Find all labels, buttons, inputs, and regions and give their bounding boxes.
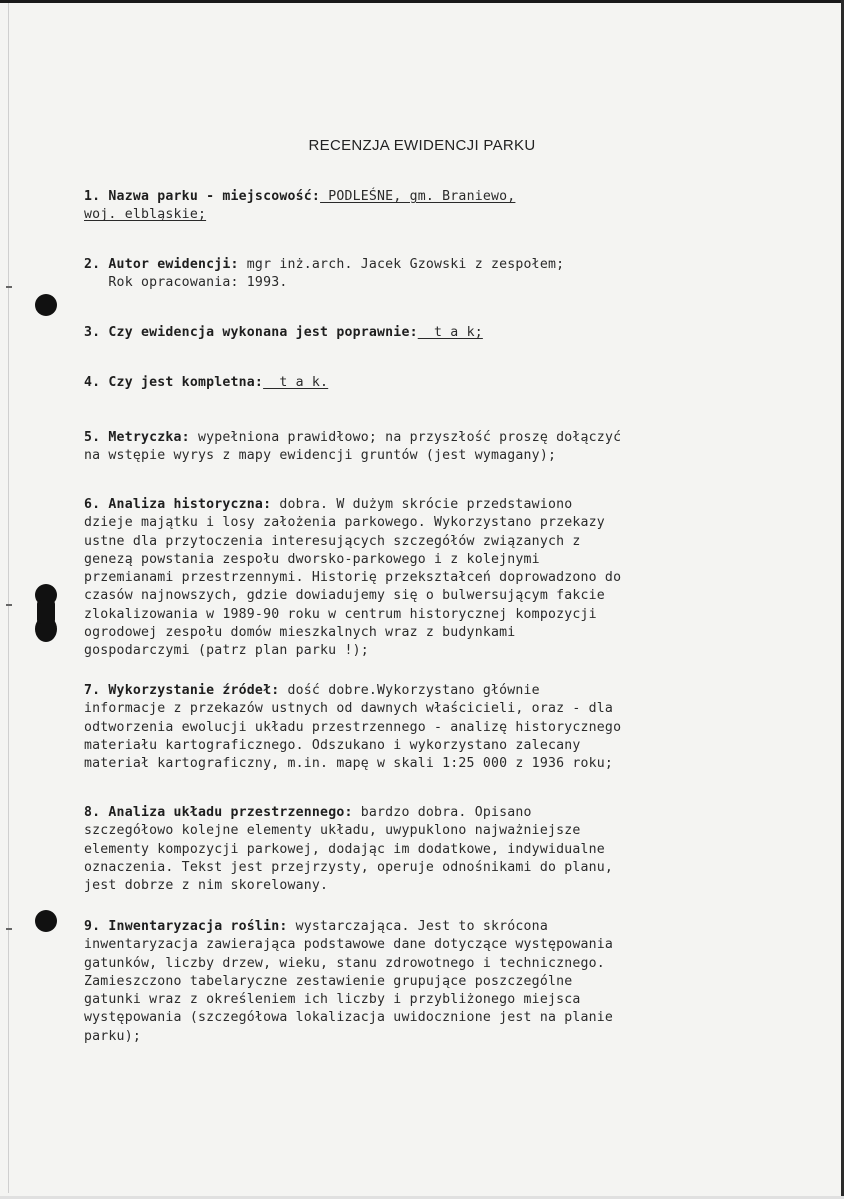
section-8-spatial-analysis: 8. Analiza układu przestrzennego: bardzo dobra. Opisano szczegółowo kolejne elementy układu, uwypuklono najważniejsze elementy kompozycji parkowej, dodając im dodatkowe, indywidualne oznaczenia. Tekst jest przejrzysty, operuje odnośnikami do planu, jest dobrze z nim skorelowany. [84, 805, 614, 894]
section-4-completeness: 4. Czy jest kompletna: t a k. [84, 375, 329, 390]
section-5-metryczka: 5. Metryczka: wypełniona prawidłowo; na przyszłość proszę dołączyć na wstępie wyrys z mapy ewidencji gruntów (jest wymagany); [84, 430, 622, 464]
margin-tick [6, 928, 12, 930]
section-9-plant-inventory: 9. Inwentaryzacja roślin: wystarczająca. Jest to skrócona inwentaryzacja zawierająca podstawowe dane dotyczące występowania gatunków, liczby drzew, wieku, stanu zdrowotnego i technicznego. Zamieszczono tabelaryczne zestawienie grupujące poszczególne gatunki wraz z określeniem ich liczby i przybliżonego miejsca występowania (szczegółowa lokalizacja uwidocznione jest na planie parku); [84, 919, 614, 1044]
page-left-edge [8, 3, 9, 1193]
section-6-historical-analysis: 6. Analiza historyczna: dobra. W dużym skrócie przedstawiono dzieje majątku i losy założenia parkowego. Wykorzystano przekazy ustne dla przytoczenia interesujących szczegółów związanych z genezą powstania zespołu dworsko-parkowego i z kolejnymi przemianami przestrzennymi. Historię przekształceń doprowadzono do czasów najnowszych, gdzie dowiadujemy się o bulwersującym fakcie zlokalizowania w 1989-90 roku w centrum historycznej kompozycji ogrodowej zespołu domów mieszkalnych wraz z budynkami gospodarczymi (patrz plan parku !); [84, 497, 622, 659]
punch-hole-1 [35, 294, 57, 316]
punch-hole-5 [35, 910, 57, 932]
section-3-correctness: 3. Czy ewidencja wykonana jest poprawnie: t a k; [84, 325, 483, 340]
section-1-park-name: 1. Nazwa parku - miejscowość: PODLEŚNE, gm. Braniewo, woj. elbląskie; [84, 189, 516, 223]
page-top-edge [0, 0, 844, 3]
punch-hole-4 [37, 600, 55, 624]
margin-tick [6, 604, 12, 606]
margin-tick [6, 286, 12, 288]
section-2-author: 2. Autor ewidencji: mgr inż.arch. Jacek Gzowski z zespołem; Rok opracowania: 1993. [84, 257, 565, 291]
document-title: RECENZJA EWIDENCJI PARKU [308, 137, 536, 154]
section-7-sources: 7. Wykorzystanie źródeł: dość dobre.Wykorzystano głównie informacje z przekazów ustnych od dawnych właścicieli, oraz - dla odtworzenia ewolucji układu przestrzennego - analizę historycznego materiału kartograficznego. Odszukano i wykorzystano zalecany materiał kartograficzny, m.in. mapę w skali 1:25 000 z 1936 roku; [84, 683, 622, 772]
